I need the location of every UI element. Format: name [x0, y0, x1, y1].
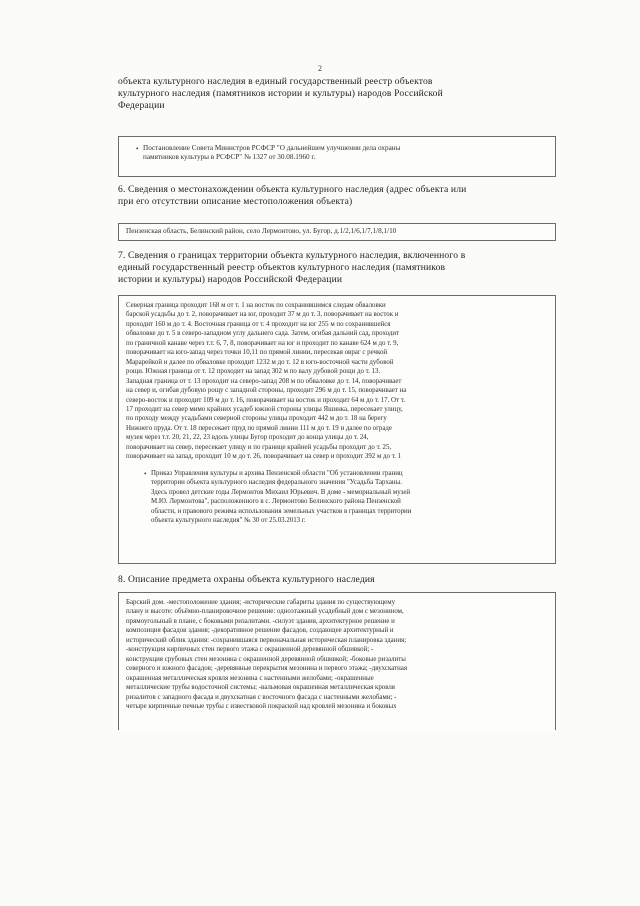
heading-line: при его отсутствии описание местоположения объекта) [118, 196, 353, 207]
boundary-line: северо-восток и проходит 109 м до т. 16, поворачивает на восток и проходит 64 м до т. 17. От т. [126, 396, 405, 404]
order-item [126, 469, 551, 526]
section7-boundary-box [118, 295, 556, 564]
order-line: области, и правового режима использования земельных участков в границах территории [151, 507, 412, 515]
description-line: исторический облик здания: -сохранившаяся первоначальная историческая планировка здания; [126, 636, 407, 644]
boundary-line: поворачивает на юго-запад через точки 10,11 по прямой линии, пересекая овраг с речкой [126, 349, 388, 357]
address-text: Пензенская область, Белинский район, село Лермонтово, ул. Бугор, д.1/2,1/6,1/7,1/8,1/10 [126, 227, 397, 235]
boundary-line: Марарейкой и далее по обваловке проходит 1232 м до т. 12 в юго-восточной части дубовой [126, 358, 394, 366]
description-line: -конструкция кирпичных стен первого этажа с окрашенной деревянной обшивкой; - [126, 646, 374, 654]
boundary-line: поворачивает на север, пересекает улицу и по границе крайней усадьбы проходит до т. 25, [126, 443, 392, 451]
boundary-line: по проходу между усадьбами северной стороны улицы проходит 442 м до т. 18 на берегу [126, 415, 387, 423]
heading-line: объекта культурного наследия в единый государственный реестр объектов [118, 76, 433, 87]
description-line: ризалитов с западного фасада и двухскатная с восточного фасада с настенными желобами; - [126, 693, 397, 701]
boundary-line: по граничной канаве через т.т. 6, 7, 8, поворачивает на юг и проходит по канаве 624 м до т. 9, [126, 339, 399, 347]
boundary-line: проходит 160 м до т. 4. Восточная граница от т. 4 проходит на юг 255 м по сохранившейся [126, 320, 391, 328]
description-line: композиция фасадов здания; -декоративное решение фасадов, создающее архитектурный и [126, 627, 394, 635]
section8-description-box [118, 592, 556, 730]
boundary-description [126, 301, 551, 462]
section6-address-box [118, 223, 556, 241]
bullet-icon: • [144, 469, 147, 478]
heading-line: 8. Описание предмета охраны объекта культурного наследия [118, 574, 375, 585]
heading-line: истории и культуры) народов Российской Федерации [118, 274, 343, 285]
description-line: Барский дом. -местоположение здания; -исторические габариты здания по существующему [126, 599, 396, 606]
order-line: объекта культурного наследия" № 30 от 25.03.2013 г. [151, 516, 306, 524]
boundary-line: Западная граница от т. 13 проходит на северо-запад 208 м по обваловке до т. 14, поворачивает [126, 377, 402, 385]
heading-line: 6. Сведения о местонахождении объекта культурного наследия (адрес объекта или [118, 184, 467, 195]
section7-heading [118, 250, 558, 286]
boundary-line: рощи. Южная граница от т. 12 проходит на запад 302 м по валу дубовой рощи до т. 13. [126, 368, 381, 376]
section5-heading [118, 76, 558, 112]
description-line: четыре кирпичные печные трубы с известковой покраской над кровлей мезонина и боковых [126, 702, 397, 710]
reference-item [119, 144, 547, 162]
order-line: территории объекта культурного наследия федерального значения "Усадьба Тарханы. [151, 479, 402, 487]
boundary-line: Нижнего пруда. От т. 18 пересекает пруд по прямой линии 111 м до т. 19 и далее по ограде [126, 424, 392, 432]
order-line: М.Ю. Лермонтова", расположенного в с. Лермонтово Белинского района Пензенской [151, 498, 401, 506]
boundary-line: 17 проходит на север мимо крайних усадеб южной стороны улицы Яшинка, пересекает улицу, [126, 405, 403, 413]
order-line: Здесь провел детские годы Лермонтов Михаил Юрьевич. В доме - мемориальный музей [151, 488, 411, 496]
description-line: окрашенная металлическая кровля мезонина с настенными желобами; -окрашенные [126, 674, 374, 682]
heading-line: единый государственный реестр объектов культурного наследия (памятников [118, 262, 446, 273]
section8-heading [118, 574, 558, 586]
description-line: конструкция срубовых стен мезонина с окрашенной деревянной обшивкой; -боковые ризалиты [126, 655, 406, 663]
reference-line: Постановление Совета Министров РСФСР "О дальнейшем улучшении дела охраны [143, 144, 401, 152]
section6-heading [118, 184, 558, 208]
description-line: металлические трубы водосточной системы; -вальмовая окрашенная металлическая кровля [126, 684, 395, 692]
boundary-line: музея через т.т. 20, 21, 22, 23 вдоль улицы Бугор проходит до конца улицы до т. 24, [126, 434, 369, 442]
boundary-line: поворачивает на запад, проходит 10 м до т. 26, поворачивает на север и проходит 392 м до т. 1 [126, 453, 402, 461]
boundary-line: Северная граница проходит 168 м от т. 1 на восток по сохранившимся следам обваловки [126, 302, 386, 309]
order-line: Приказ Управления культуры и архива Пензенской области "Об установлении границ [151, 469, 403, 477]
description-line: северного и южного фасадов; -деревянные перекрытия мезонина и первого этажа; -двухскатная [126, 665, 408, 673]
section5-reference-box [118, 136, 556, 177]
description-line: прямоугольный в плане, с боковыми ризалитами. -силуэт здания, архитектурное решение и [126, 617, 395, 625]
heading-line: 7. Сведения о границах территории объекта культурного наследия, включенного в [118, 250, 466, 261]
heading-line: Федерации [118, 100, 165, 111]
description-line: плану и высоте: объёмно-планировочное решение: одноэтажный усадебный дом с мезонином, [126, 608, 404, 616]
page-number: 2 [318, 64, 322, 73]
reference-line: памятников культуры в РСФСР" № 1327 от 30.08.1960 г. [143, 153, 316, 162]
boundary-line: обваловке до т. 5 в северо-западном углу дальнего сада. Затем, огибая дальний сад, проходит [126, 330, 400, 338]
boundary-line: барской усадьбы до т. 2, поворачивает на юг, проходит 37 м до т. 3, поворачивает на восток и [126, 311, 399, 319]
boundary-line: на север и, огибая дубовую рощу с западной стороны, проходит 296 м до т. 15, поворачивает на [126, 387, 407, 395]
heading-line: культурного наследия (памятников истории и культуры) народов Российской [118, 88, 443, 99]
bullet-icon: • [136, 145, 139, 153]
